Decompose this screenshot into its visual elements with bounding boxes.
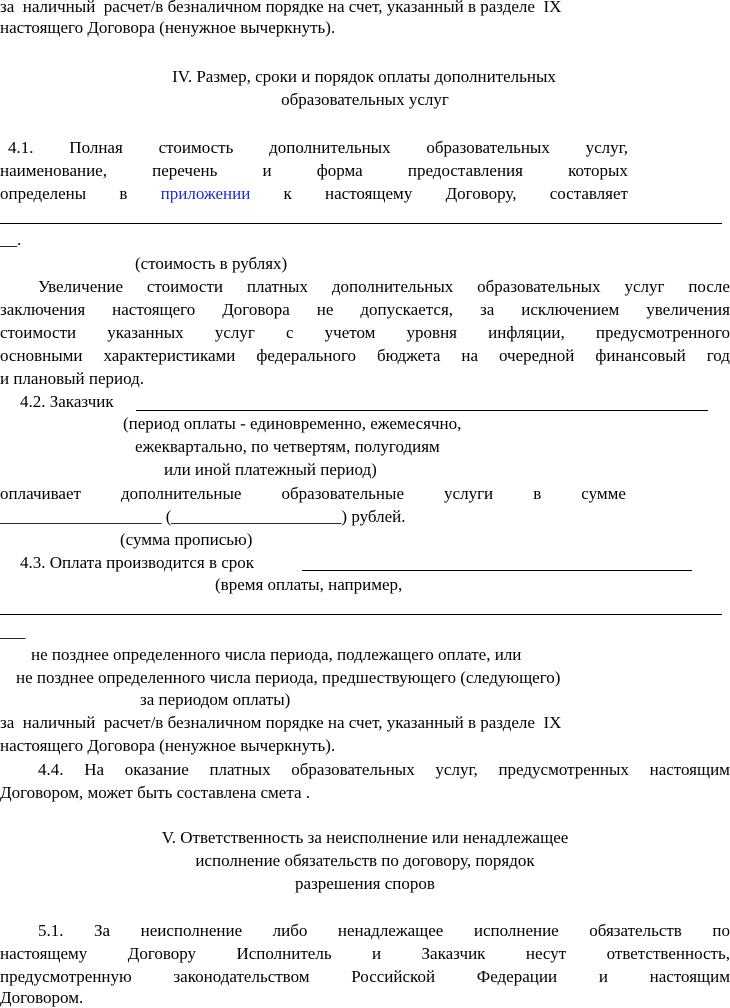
word: инфляции, [488,323,565,342]
word: настоящего [112,300,196,319]
word: услуг, [435,760,478,779]
payment-term-blank-line [0,614,722,615]
payment-term-blank-tail: ___ [0,622,26,641]
word: предусмотренную [0,967,132,986]
word: ненадлежащее [337,921,444,940]
word: образовательных [477,277,601,296]
amount-blank-line: ___________________ (____________________) рублей. [0,507,406,526]
word: настоящим [649,967,730,986]
word: услуг [214,323,255,342]
word: бюджета [376,346,441,365]
payment-term-hint-4: за периодом оплаты) [140,690,291,709]
word: дополнительных [331,277,454,296]
clause-5-1-line-2 [0,944,730,964]
word: неисполнение [140,921,243,940]
word: которых [568,161,628,180]
word: характеристиками [103,346,236,365]
word: законодательством [173,967,310,986]
cost-blank-line [0,223,722,224]
word: исключением [521,300,620,319]
section-4-title-line-2: образовательных услуг [281,90,449,109]
word: 4.1. [8,138,34,157]
word: и [372,944,382,963]
top-line-1: за наличный расчет/в безналичном порядке на счет, указанный в разделе IX [0,0,562,16]
word: стоимость [158,138,234,157]
word: настоящим [649,760,730,779]
word: 4.4. [38,760,64,779]
top-line-2: настоящего Договора (ненужное вычеркнуть). [0,18,336,37]
section-5-title-line-2: исполнение обязательств по договору, порядок [195,851,535,870]
word: финансовый [595,346,686,365]
word: стоимости [0,323,77,342]
word: платных [209,760,271,779]
word: образовательные [281,484,404,503]
word: стоимости [146,277,223,296]
word: На [84,760,105,779]
word: ответственность, [606,944,730,963]
word: заключения [0,300,86,319]
clause-5-1-line-1 [38,921,730,941]
cost-increase-line-3 [0,323,730,343]
word: год [706,346,730,365]
clause-4-3-label: 4.3. Оплата производится в срок [20,553,255,572]
word: платных [246,277,308,296]
word: основными [0,346,83,365]
word: увеличения [646,300,730,319]
word: допускается, [360,300,454,319]
word: настоящему [0,944,88,963]
word: Договора [222,300,290,319]
word: Российской [351,967,436,986]
word: услуг [624,277,665,296]
payment-term-hint-1: (время оплаты, например, [215,575,403,594]
word: услуг, [585,138,628,157]
section-5-title-line-3: разрешения споров [295,874,435,893]
word: Заказчик [421,944,486,963]
word: в [533,484,542,503]
clause-4-2-label: 4.2. Заказчик [20,392,114,411]
clause-4-1-line-3: определены в приложении к настоящему Договору, составляет [0,184,628,203]
word: Договору [127,944,197,963]
word: форма [316,161,363,180]
payment-term-hint-2: не позднее определенного числа периода, подлежащего оплате, или [31,645,522,664]
word: очередной [499,346,575,365]
payment-term-blank [302,570,692,571]
word: Увеличение [38,277,124,296]
clause-4-4-line-1 [38,760,730,780]
payment-method-line-1: за наличный расчет/в безналичном порядке на счет, указанный в разделе IX [0,713,562,732]
word: оплачивает [0,484,81,503]
word: федерального [256,346,356,365]
cost-increase-line-2 [0,300,730,320]
word: образовательных [291,760,415,779]
cost-increase-line-1 [38,277,730,297]
cost-increase-line-5: и плановый период. [0,369,145,388]
word: перечень [152,161,218,180]
clause-5-1-line-3 [0,967,730,987]
word: несут [525,944,567,963]
word: предусмотренного [595,323,730,342]
word: дополнительных [269,138,391,157]
word: не [316,300,334,319]
payment-period-blank [136,410,708,411]
amount-hint: (сумма прописью) [120,530,253,549]
word: Федерации [476,967,558,986]
word: учетом [324,323,376,342]
word: указанных [107,323,184,342]
clause-4-1-line-2 [0,161,628,181]
word: услуги [444,484,494,503]
word: по [712,921,730,940]
payment-period-hint-2: ежеквартально, по четвертям, полугодиям [135,437,440,456]
payment-method-line-2: настоящего Договора (ненужное вычеркнуть). [0,736,336,755]
word: образовательных [426,138,550,157]
word: исполнение [473,921,559,940]
word: либо [272,921,308,940]
cost-hint: (стоимость в рублях) [135,254,288,273]
payment-period-hint-1: (период оплаты - единовременно, ежемесячно, [123,414,462,433]
word: наименование, [0,161,107,180]
word: 5.1. [38,921,64,940]
cost-increase-line-4 [0,346,730,366]
word: и [598,967,608,986]
word: за [480,300,495,319]
section-4-title-line-1: IV. Размер, сроки и порядок оплаты дополнительных [172,67,556,86]
word: Полная [69,138,123,157]
word: после [688,277,730,296]
clause-4-1-line-1 [8,138,628,158]
payment-term-hint-3: не позднее определенного числа периода, предшествующего (следующего) [16,668,561,687]
word: и [262,161,272,180]
word: За [94,921,111,940]
word: на [461,346,479,365]
cost-blank-tail: __. [0,230,22,249]
section-5-title-line-1: V. Ответственность за неисполнение или ненадлежащее [161,828,569,847]
word: дополнительные [120,484,242,503]
word: предоставления [407,161,523,180]
word: с [285,323,294,342]
word: сумме [581,484,626,503]
clause-4-2-line-2 [0,484,626,504]
appendix-link[interactable]: приложении [160,184,251,203]
word: уровня [406,323,457,342]
word: предусмотренных [498,760,629,779]
clause-4-4-line-2: Договором, может быть составлена смета . [0,783,311,802]
payment-period-hint-3: или иной платежный период) [164,460,377,479]
word: оказание [124,760,189,779]
word: обязательств [589,921,682,940]
word: Исполнитель [236,944,332,963]
clause-5-1-line-4: Договором. [0,988,84,1007]
